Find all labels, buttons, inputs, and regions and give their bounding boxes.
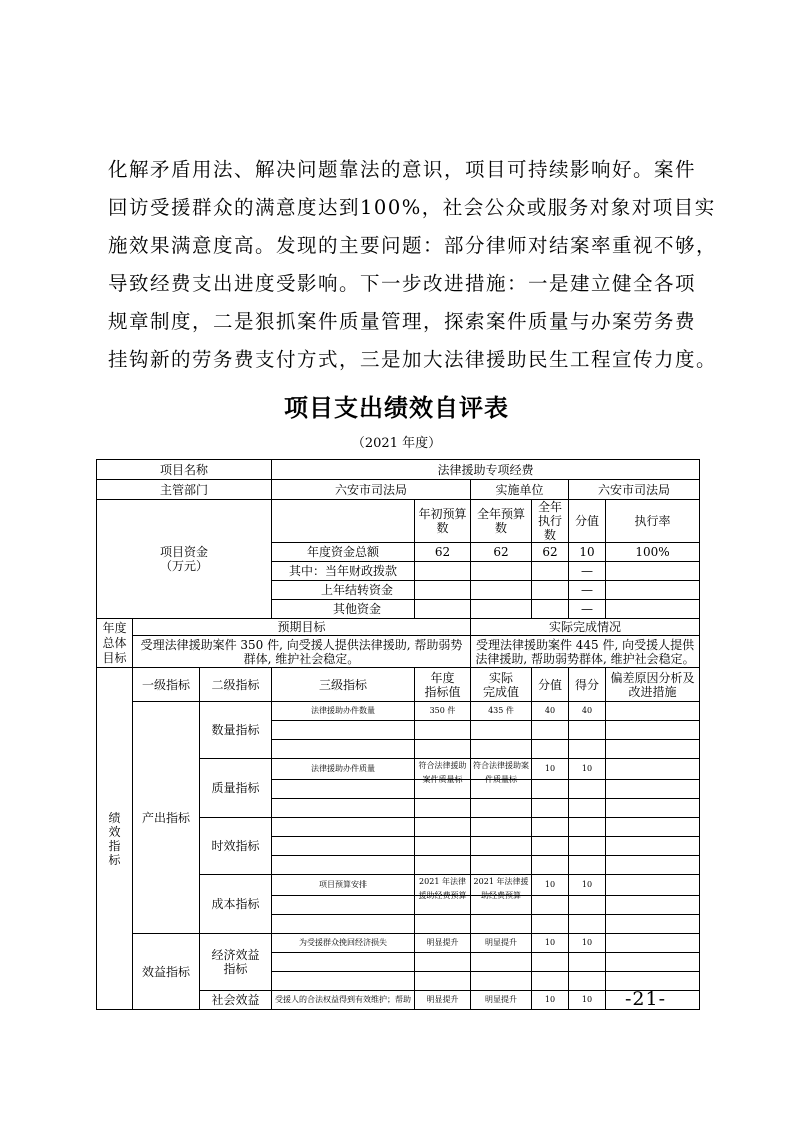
- funds-cell: [471, 600, 532, 619]
- dept-value: 六安市司法局: [272, 480, 471, 500]
- indicator-cell: 明显提升: [415, 934, 471, 953]
- indicator-row: [97, 934, 700, 953]
- project-name-row: [97, 460, 700, 480]
- funds-header: 全年执行数: [532, 500, 569, 543]
- dept-label: 主管部门: [97, 480, 272, 500]
- indicator-cell: 符合法律援助案件质量标: [471, 759, 532, 780]
- indicator-cell: 435 件: [471, 702, 532, 721]
- indicator-cell: 2021 年法律援助经费预算: [471, 875, 532, 896]
- indicator-cell: 项目预算安排: [272, 875, 415, 896]
- impl-label: 实施单位: [471, 480, 569, 500]
- funds-header: 分值: [569, 500, 606, 543]
- funds-cell: [606, 562, 700, 581]
- funds-row-label: 其他资金: [272, 600, 415, 619]
- department-row: [97, 480, 700, 500]
- indicator-cell: 明显提升: [471, 991, 532, 1010]
- indicator-cell: 40: [532, 702, 569, 721]
- funds-row-label: 年度资金总额: [272, 543, 415, 562]
- indicator-cell: 明显提升: [415, 991, 471, 1010]
- paragraph-line: 挂钩新的劳务费支付方式，三是加大法律援助民生工程宣传力度。: [108, 348, 718, 371]
- indicator-cell: 10: [569, 759, 606, 780]
- expected-goal: 受理法律援助案件 350 件, 向受援人提供法律援助, 帮助弱势群体, 维护社会稳定。: [133, 636, 471, 668]
- funds-cell: 62: [471, 543, 532, 562]
- funds-cell: [532, 562, 569, 581]
- economic-label: 经济效益 指标: [200, 934, 272, 991]
- performance-table: [96, 459, 700, 1010]
- quality-label: 质量指标: [200, 759, 272, 818]
- cost-label: 成本指标: [200, 875, 272, 934]
- funds-header-row: [97, 500, 700, 543]
- funds-cell: [471, 562, 532, 581]
- social-label: 社会效益: [200, 991, 272, 1010]
- indicator-cell: [606, 759, 700, 780]
- funds-cell: 100%: [606, 543, 700, 562]
- indicator-cell: 10: [532, 759, 569, 780]
- impl-value: 六安市司法局: [569, 480, 700, 500]
- funds-cell: [415, 600, 471, 619]
- indicator-header: 偏差原因分析及 改进措施: [606, 668, 700, 702]
- paragraph-line: 化解矛盾用法、解决问题靠法的意识，项目可持续影响好。案件: [108, 158, 697, 181]
- paragraph-line: 施效果满意度高。发现的主要问题：部分律师对结案率重视不够，: [108, 234, 718, 257]
- indicator-cell: 为受援群众挽回经济损失: [272, 934, 415, 953]
- funds-cell: [415, 581, 471, 600]
- indicator-header: 年度 指标值: [415, 668, 471, 702]
- funds-cell: [606, 581, 700, 600]
- output-indicator-label: 产出指标: [133, 702, 200, 934]
- funds-cell: 62: [532, 543, 569, 562]
- paragraph-line: 回访受援群众的满意度达到100%，社会公众或服务对象对项目实: [108, 196, 716, 219]
- indicator-header: 实际 完成值: [471, 668, 532, 702]
- indicator-cell: [606, 875, 700, 896]
- funds-cell: [532, 581, 569, 600]
- indicator-cell: 2021 年法律援助经费预算: [415, 875, 471, 896]
- funds-cell: —: [569, 600, 606, 619]
- indicator-header: 得分: [569, 668, 606, 702]
- funds-cell: [606, 600, 700, 619]
- funds-cell: 10: [569, 543, 606, 562]
- indicator-header: 三级指标: [272, 668, 415, 702]
- indicator-cell: 10: [569, 875, 606, 896]
- indicator-cell: 法律援助办件质量: [272, 759, 415, 780]
- page-number: -21-: [625, 988, 667, 1010]
- funds-header: 全年预算数: [471, 500, 532, 543]
- funds-row-label: 其中：当年财政拨款: [272, 562, 415, 581]
- funds-cell: —: [569, 581, 606, 600]
- indicator-cell: 10: [532, 934, 569, 953]
- paragraph-line: 导致经费支出进度受影响。下一步改进措施：一是建立健全各项: [108, 272, 697, 295]
- goals-header-row: [97, 619, 700, 636]
- table-year: （2021 年度）: [351, 436, 442, 451]
- indicator-section-label: 绩 效 指 标: [97, 668, 133, 1010]
- indicator-cell: 10: [569, 934, 606, 953]
- funds-header: 年初预算数: [415, 500, 471, 543]
- indicator-cell: 350 件: [415, 702, 471, 721]
- indicator-cell: 明显提升: [471, 934, 532, 953]
- body-paragraph: [108, 151, 718, 379]
- funds-cell: 62: [415, 543, 471, 562]
- indicator-cell: 受援人的合法权益得到有效维护；帮助: [272, 991, 415, 1010]
- actual-goal: 受理法律援助案件 445 件, 向受援人提供法律援助, 帮助弱势群体, 维护社会稳定。: [471, 636, 700, 668]
- funds-cell: [532, 600, 569, 619]
- timeliness-label: 时效指标: [200, 818, 272, 875]
- expected-goal-label: 预期目标: [133, 619, 471, 636]
- indicator-header: 分值: [532, 668, 569, 702]
- indicator-cell: [606, 702, 700, 721]
- quantity-label: 数量指标: [200, 702, 272, 759]
- project-name-label: 项目名称: [97, 460, 272, 480]
- goals-row: [97, 636, 700, 668]
- funds-header: 执行率: [606, 500, 700, 543]
- indicator-header: 二级指标: [200, 668, 272, 702]
- paragraph-line: 规章制度，二是狠抓案件质量管理，探索案件质量与办案劳务费: [108, 310, 697, 333]
- funds-cell: —: [569, 562, 606, 581]
- project-name-value: 法律援助专项经费: [272, 460, 700, 480]
- indicator-header-row: [97, 668, 700, 702]
- table-title: 项目支出绩效自评表: [284, 393, 509, 422]
- actual-goal-label: 实际完成情况: [471, 619, 700, 636]
- goals-label: 年度 总体 目标: [97, 619, 133, 668]
- funds-cell: [471, 581, 532, 600]
- indicator-cell: 10: [532, 991, 569, 1010]
- funds-label: 项目资金 （万元）: [97, 500, 272, 619]
- indicator-header: 一级指标: [133, 668, 200, 702]
- indicator-cell: 10: [532, 875, 569, 896]
- indicator-cell: 符合法律援助案件质量标: [415, 759, 471, 780]
- indicator-cell: 法律援助办件数量: [272, 702, 415, 721]
- indicator-row: [97, 702, 700, 721]
- indicator-cell: [606, 934, 700, 953]
- funds-cell: [415, 562, 471, 581]
- benefit-indicator-label: 效益指标: [133, 934, 200, 1010]
- indicator-cell: 40: [569, 702, 606, 721]
- funds-row-label: 上年结转资金: [272, 581, 415, 600]
- indicator-cell: 10: [569, 991, 606, 1010]
